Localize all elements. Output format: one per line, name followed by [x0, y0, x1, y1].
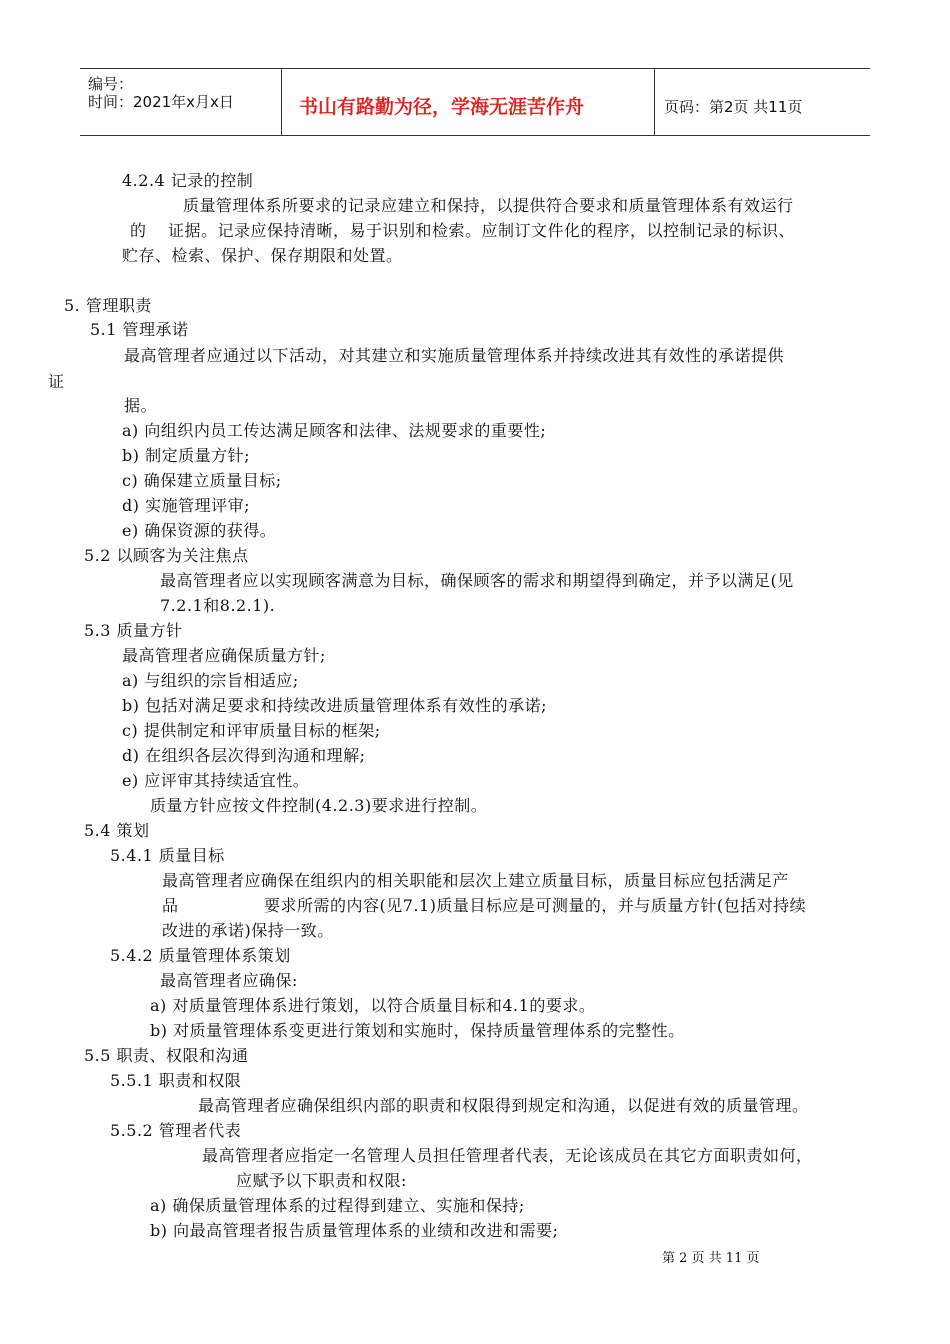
section-heading: 5.2 以顾客为关注焦点 — [84, 546, 249, 565]
subsection-heading: 5.4.1 质量目标 — [110, 846, 225, 865]
section-heading: 5.5 职责、权限和沟通 — [84, 1046, 249, 1065]
list-item: e) 应评审其持续适宜性。 — [122, 771, 310, 790]
paragraph-line: 应赋予以下职责和权限: — [236, 1171, 407, 1190]
paragraph-line: 证 — [48, 372, 65, 391]
footer-page-number: 第 2 页 共 11 页 — [662, 1251, 760, 1266]
list-item: b) 向最高管理者报告质量管理体系的业绩和改进和需要; — [150, 1221, 559, 1240]
document-date: 时间：2021年x月x日 — [88, 93, 234, 111]
subsection-heading: 5.5.2 管理者代表 — [110, 1121, 242, 1140]
section-heading: 5.4 策划 — [84, 821, 150, 840]
paragraph-line: 据。 — [124, 396, 158, 415]
list-item: a) 确保质量管理体系的过程得到建立、实施和保持; — [150, 1196, 525, 1215]
list-item: d) 实施管理评审; — [122, 496, 250, 515]
paragraph-line: 最高管理者应确保组织内部的职责和权限得到规定和沟通，以促进有效的质量管理。 — [198, 1096, 809, 1115]
list-item: a) 对质量管理体系进行策划，以符合质量目标和4.1的要求。 — [150, 996, 596, 1015]
list-item: d) 在组织各层次得到沟通和理解; — [122, 746, 366, 765]
paragraph-line: 最高管理者应指定一名管理人员担任管理者代表，无论该成员在其它方面职责如何， — [202, 1146, 813, 1165]
subsection-heading: 5.4.2 质量管理体系策划 — [110, 946, 291, 965]
header-top-rule — [80, 68, 870, 69]
paragraph-line: 最高管理者应确保: — [160, 971, 298, 990]
list-item: a) 与组织的宗旨相适应; — [122, 671, 299, 690]
list-item: b) 对质量管理体系变更进行策划和实施时，保持质量管理体系的完整性。 — [150, 1021, 685, 1040]
section-heading: 5.1 管理承诺 — [90, 320, 189, 339]
header-divider-right — [654, 68, 655, 136]
section-heading: 4.2.4 记录的控制 — [122, 171, 254, 190]
paragraph-line: 改进的承诺)保持一致。 — [162, 921, 334, 940]
chapter-heading: 5. 管理职责 — [64, 296, 152, 315]
section-heading: 5.3 质量方针 — [84, 621, 183, 640]
list-item: e) 确保资源的获得。 — [122, 521, 277, 540]
paragraph-line: 最高管理者应以实现顾客满意为目标，确保顾客的需求和期望得到确定，并予以满足(见 — [160, 571, 794, 590]
subsection-heading: 5.5.1 职责和权限 — [110, 1071, 242, 1090]
paragraph-line: 质量方针应按文件控制(4.2.3)要求进行控制。 — [150, 796, 488, 815]
document-number-label: 编号： — [88, 75, 134, 93]
list-item: b) 制定质量方针; — [122, 446, 250, 465]
paragraph-line: 7.2.1和8.2.1). — [160, 596, 276, 615]
paragraph-line: 最高管理者应确保在组织内的相关职能和层次上建立质量目标，质量目标应包括满足产 — [162, 871, 790, 890]
paragraph-line: 最高管理者应通过以下活动，对其建立和实施质量管理体系并持续改进其有效性的承诺提供 — [124, 346, 785, 365]
header-motto: 书山有路勤为径，学海无涯苦作舟 — [299, 96, 585, 118]
paragraph-line: 证据。记录应保持清晰，易于识别和检索。应制订文件化的程序，以控制记录的标识、 — [168, 221, 796, 240]
paragraph-line: 贮存、检索、保护、保存期限和处置。 — [122, 246, 403, 265]
paragraph-line: 最高管理者应确保质量方针; — [122, 646, 326, 665]
header-bottom-rule — [80, 135, 870, 136]
list-item: b) 包括对满足要求和持续改进质量管理体系有效性的承诺; — [122, 696, 547, 715]
header-divider-left — [281, 68, 282, 136]
paragraph-line: 质量管理体系所要求的记录应建立和保持，以提供符合要求和质量管理体系有效运行 — [183, 196, 794, 215]
paragraph-line: 品 — [162, 896, 179, 915]
list-item: c) 确保建立质量目标; — [122, 471, 282, 490]
header-page-number: 页码：第2页 共11页 — [664, 98, 803, 116]
list-item: c) 提供制定和评审质量目标的框架; — [122, 721, 381, 740]
paragraph-line: 的 — [130, 221, 147, 240]
list-item: a) 向组织内员工传达满足顾客和法律、法规要求的重要性; — [122, 421, 547, 440]
paragraph-line: 要求所需的内容(见7.1)质量目标应是可测量的，并与质量方针(包括对持续 — [264, 896, 807, 915]
